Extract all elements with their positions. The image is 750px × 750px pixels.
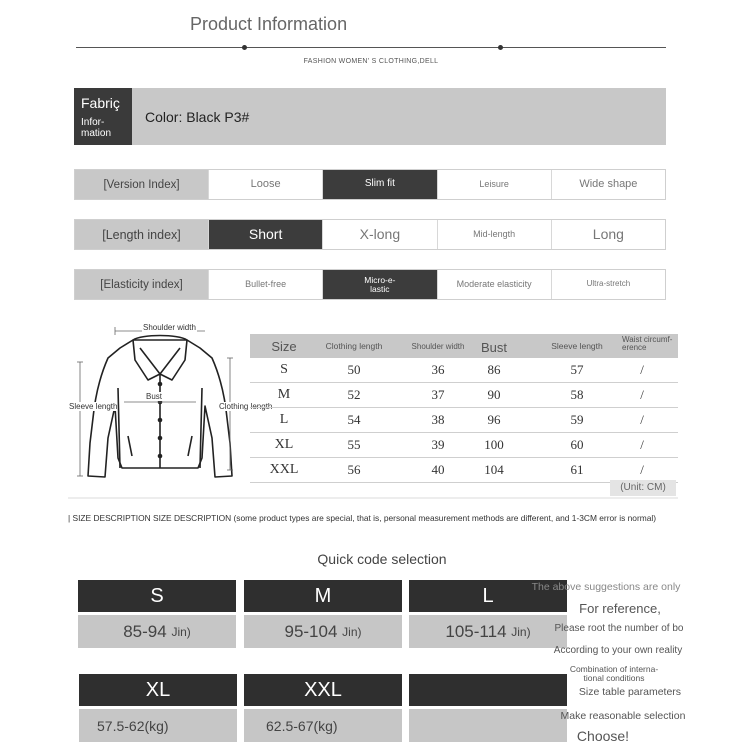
measurement-cell: 57 xyxy=(570,362,584,377)
length-index-label: [Length index] xyxy=(75,220,208,249)
size-card-empty xyxy=(409,674,567,742)
header-cell: Sleeve length xyxy=(551,341,603,351)
length-option: Mid-length xyxy=(437,220,551,249)
size-card-xxl xyxy=(244,674,402,742)
fabric-label-line2: Infor- xyxy=(81,117,105,128)
size-row xyxy=(250,358,678,383)
measurement-cell: / xyxy=(640,412,644,427)
length-option-selected: Short xyxy=(208,220,322,249)
elasticity-option-selected: Micro-e- lastic xyxy=(322,270,436,299)
size-table-header xyxy=(250,334,678,358)
color-text: Color: Black P3# xyxy=(145,109,250,125)
measurement-cell: 56 xyxy=(347,462,361,477)
size-card-title: L xyxy=(409,580,567,612)
size-cell: L xyxy=(279,412,289,427)
version-index-row xyxy=(74,169,666,200)
size-cell: M xyxy=(277,387,291,402)
measurement-cell: 55 xyxy=(347,437,361,452)
range-unit: Jin) xyxy=(171,624,191,639)
title-divider xyxy=(76,47,666,48)
size-card-title xyxy=(409,674,567,706)
fabric-label-box xyxy=(74,88,132,145)
side-note: Size table parameters xyxy=(578,686,682,698)
size-description-note: | SIZE DESCRIPTION SIZE DESCRIPTION (some product types are special, that is, personal measurement methods are different, and 1-3CM error is normal) xyxy=(68,513,657,523)
side-note: Make reasonable selection xyxy=(560,710,686,722)
elasticity-option: Ultra-stretch xyxy=(551,270,665,299)
fabric-label-line3: mation xyxy=(81,128,112,139)
header-cell: Clothing length xyxy=(325,341,383,351)
range-unit: Jin) xyxy=(511,624,531,639)
size-card-range xyxy=(409,709,567,742)
measurement-cell: 104 xyxy=(484,462,504,477)
size-card-range xyxy=(244,615,402,648)
version-index-label: [Version Index] xyxy=(75,170,208,199)
measurement-cell: / xyxy=(640,437,644,452)
size-card-title: XXL xyxy=(244,674,402,706)
size-card-title: S xyxy=(78,580,236,612)
size-cell: XL xyxy=(274,437,294,452)
size-card-range xyxy=(409,615,567,648)
divider-dot xyxy=(242,45,247,50)
header-cell: Bust xyxy=(480,340,507,355)
range-value: 85-94 xyxy=(123,621,167,641)
side-note: For reference, xyxy=(579,601,661,616)
size-cell: S xyxy=(280,362,288,377)
size-card-range: 62.5-67(kg) xyxy=(244,709,402,742)
header-cell: Shoulder width xyxy=(411,341,465,351)
version-option: Wide shape xyxy=(551,170,665,199)
measurement-cell: 86 xyxy=(487,362,501,377)
measurement-cell: 61 xyxy=(570,462,584,477)
elasticity-index-label: [Elasticity index] xyxy=(75,270,208,299)
elasticity-option: Moderate elasticity xyxy=(437,270,551,299)
range-value: 105-114 xyxy=(445,621,507,641)
bust-label: Bust xyxy=(146,392,163,401)
size-card-range: 57.5-62(kg) xyxy=(79,709,237,742)
sleeve-length-label: Sleeve length xyxy=(69,402,118,411)
measurement-cell: 38 xyxy=(431,412,445,427)
side-note: tional conditions xyxy=(583,673,645,683)
header-cell: Waist circumf- erence xyxy=(622,335,673,352)
length-option: X-long xyxy=(322,220,436,249)
size-cell: XXL xyxy=(269,462,299,477)
elasticity-index-row xyxy=(74,269,666,300)
measurement-cell: 59 xyxy=(570,412,584,427)
side-note: Combination of interna- xyxy=(569,664,659,674)
size-row xyxy=(250,408,678,433)
range-unit: Jin) xyxy=(342,624,362,639)
size-table xyxy=(250,334,678,483)
quick-code-title: Quick code selection xyxy=(317,551,447,567)
subtitle: FASHION WOMEN’ S CLOTHING,DELL xyxy=(303,58,439,65)
fabric-label-line1: Fabriç xyxy=(81,95,120,111)
unit-label: (Unit: CM) xyxy=(610,480,676,496)
side-note: According to your own reality xyxy=(553,645,683,656)
measurement-cell: 40 xyxy=(431,462,445,477)
measurement-cell: 58 xyxy=(570,387,584,402)
side-note: Please root the number of bo xyxy=(554,623,684,634)
measurement-cell: 39 xyxy=(431,437,445,452)
version-option: Leisure xyxy=(437,170,551,199)
size-card-xl xyxy=(79,674,237,742)
side-note: The above suggestions are only xyxy=(531,581,681,593)
measurement-cell: / xyxy=(640,462,644,477)
length-index-row xyxy=(74,219,666,250)
version-option: Loose xyxy=(208,170,322,199)
measurement-cell: / xyxy=(640,387,644,402)
measurement-cell: 36 xyxy=(431,362,445,377)
measurement-cell: 37 xyxy=(431,387,445,402)
size-card-title: XL xyxy=(79,674,237,706)
measurement-cell: 90 xyxy=(487,387,501,402)
header-cell: Size xyxy=(271,338,297,354)
section-divider xyxy=(68,497,678,499)
size-card-s xyxy=(78,580,236,648)
page-title: Product Information xyxy=(190,14,348,34)
clothing-length-label: Clothing length xyxy=(219,402,273,411)
length-option: Long xyxy=(551,220,665,249)
measurement-cell: 60 xyxy=(570,437,584,452)
measurement-cell: 100 xyxy=(484,437,504,452)
elasticity-option: Bullet-free xyxy=(208,270,322,299)
measurement-cell: / xyxy=(640,362,644,377)
size-row xyxy=(250,383,678,408)
measurement-cell: 96 xyxy=(487,412,501,427)
measurement-cell: 54 xyxy=(347,412,361,427)
side-note: Choose! xyxy=(576,728,630,744)
measurement-cell: 50 xyxy=(347,362,361,377)
size-card-range xyxy=(78,615,236,648)
divider-dot xyxy=(498,45,503,50)
size-row xyxy=(250,433,678,458)
range-value: 95-104 xyxy=(284,621,338,641)
size-card-m xyxy=(244,580,402,648)
size-card-title: M xyxy=(244,580,402,612)
measurement-cell: 52 xyxy=(347,387,361,402)
version-option-selected: Slim fit xyxy=(322,170,436,199)
shoulder-width-label: Shoulder width xyxy=(143,323,196,332)
